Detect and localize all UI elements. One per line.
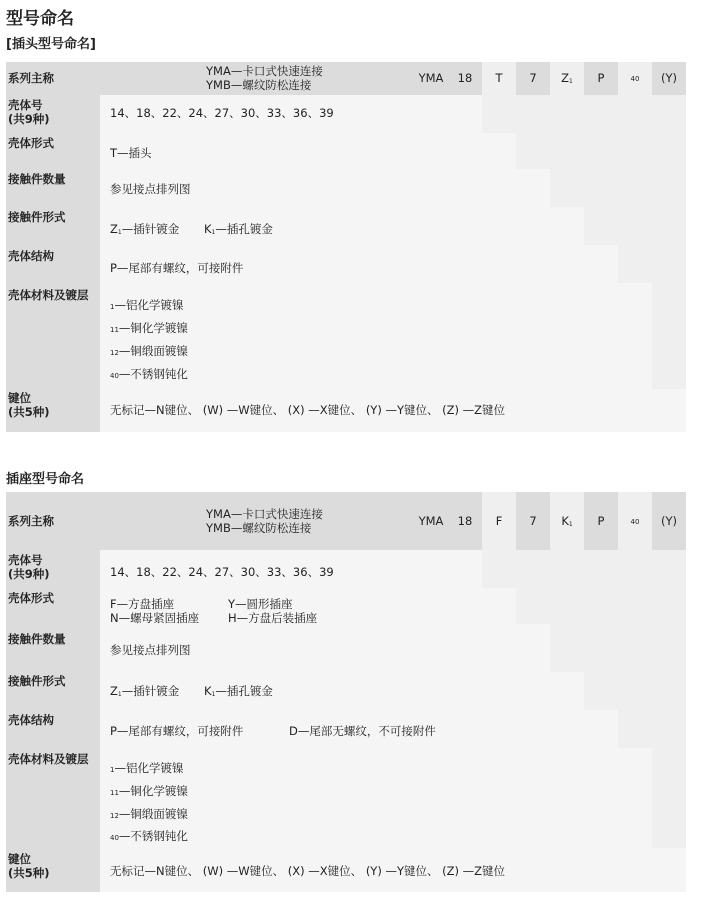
socket-structure-d: D—尾部无螺纹，不可接附件 — [289, 724, 436, 738]
plug-code-structure: P — [597, 71, 605, 85]
plug-code-material: 40 — [630, 75, 640, 83]
socket-key-value: 无标记—N键位、 (W) —W键位、 (X) —X键位、 (Y) —Y键位、 (Z) —Z键位 — [110, 864, 506, 878]
socket-shellno-label-2: (共9种) — [8, 567, 50, 581]
plug-shellform-label: 壳体形式 — [8, 136, 54, 150]
plug-shellform-value: T—插头 — [110, 146, 152, 160]
socket-section-title: 插座型号命名 — [6, 472, 85, 487]
socket-shellform-label: 壳体形式 — [8, 591, 54, 605]
socket-shellform-y: Y—圆形插座 — [228, 597, 293, 611]
socket-code-key: (Y) — [661, 514, 677, 528]
socket-series-label: 系列主称 — [8, 514, 54, 528]
socket-contactcount-value: 参见接点排列图 — [110, 643, 191, 657]
socket-code-material: 40 — [630, 518, 640, 526]
plug-contactcount-label: 接触件数量 — [8, 172, 66, 186]
plug-material-1: 1—铝化学镀镍 — [110, 298, 184, 312]
plug-code-series: YMA — [418, 71, 444, 85]
socket-contactform-label: 接触件形式 — [8, 674, 66, 688]
socket-code-contactform: K1 — [561, 514, 573, 528]
plug-structure-value: P—尾部有螺纹，可接附件 — [110, 261, 244, 275]
plug-key-label-2: (共5种) — [8, 405, 50, 419]
plug-table — [6, 62, 686, 432]
plug-material-12: 12—铜缎面镀镍 — [110, 344, 188, 358]
socket-structure-p: P—尾部有螺纹，可接附件 — [110, 724, 244, 738]
socket-shellno-label: 壳体号 — [8, 553, 43, 567]
plug-contactform-z: Z1—插针镀金 — [110, 222, 180, 236]
plug-material-label: 壳体材料及镀层 — [8, 288, 89, 302]
socket-code-shellno: 18 — [457, 514, 473, 528]
socket-contactform-k: K1—插孔镀金 — [204, 684, 273, 698]
plug-section-title: [插头型号命名] — [6, 37, 96, 52]
plug-contactform-k: K1—插孔镀金 — [204, 222, 273, 236]
plug-key-label: 键位 — [8, 391, 31, 405]
socket-code-series: YMA — [418, 514, 444, 528]
socket-series-line-2: YMB—螺纹防松连接 — [206, 521, 312, 535]
page-title: 型号命名 — [6, 9, 74, 29]
socket-material-11: 11—铜化学镀镍 — [110, 784, 188, 798]
socket-contactcount-label: 接触件数量 — [8, 632, 66, 646]
socket-shellform-f: F—方盘插座 — [110, 597, 175, 611]
socket-material-label: 壳体材料及镀层 — [8, 752, 89, 766]
socket-code-structure: P — [597, 514, 605, 528]
socket-shellno-values: 14、18、22、24、27、30、33、36、39 — [110, 565, 334, 579]
socket-key-label: 键位 — [8, 852, 31, 866]
plug-contactcount-value: 参见接点排列图 — [110, 182, 191, 196]
socket-key-label-2: (共5种) — [8, 866, 50, 880]
plug-code-shellform: T — [495, 71, 503, 85]
plug-code-key: (Y) — [661, 71, 677, 85]
plug-key-value: 无标记—N键位、 (W) —W键位、 (X) —X键位、 (Y) —Y键位、 (Z) —Z键位 — [110, 403, 506, 417]
socket-shellform-n: N—螺母紧固插座 — [110, 611, 200, 625]
plug-shellno-label: 壳体号 — [8, 98, 43, 112]
plug-series-label: 系列主称 — [8, 71, 54, 85]
socket-table — [6, 492, 686, 892]
socket-material-40: 40—不锈钢钝化 — [110, 829, 188, 843]
socket-contactform-z: Z1—插针镀金 — [110, 684, 180, 698]
plug-code-contactcount: 7 — [529, 71, 537, 85]
plug-material-11: 11—铜化学镀镍 — [110, 321, 188, 335]
socket-code-contactcount: 7 — [529, 514, 537, 528]
socket-material-1: 1—铝化学镀镍 — [110, 761, 184, 775]
plug-structure-label: 壳体结构 — [8, 249, 54, 263]
plug-shellno-values: 14、18、22、24、27、30、33、36、39 — [110, 106, 334, 120]
plug-series-line-2: YMB—螺纹防松连接 — [206, 78, 312, 92]
socket-material-12: 12—铜缎面镀镍 — [110, 807, 188, 821]
plug-series-line-1: YMA—卡口式快速连接 — [206, 64, 323, 78]
socket-code-shellform: F — [495, 514, 503, 528]
plug-panel-shellform — [100, 133, 516, 169]
plug-shellno-label-2: (共9种) — [8, 112, 50, 126]
plug-contactform-label: 接触件形式 — [8, 210, 66, 224]
plug-material-40: 40—不锈钢钝化 — [110, 367, 188, 381]
socket-shellform-h: H—方盘后装插座 — [228, 611, 318, 625]
socket-structure-label: 壳体结构 — [8, 713, 54, 727]
socket-series-line-1: YMA—卡口式快速连接 — [206, 507, 323, 521]
plug-code-shellno: 18 — [457, 71, 473, 85]
plug-code-contactform: Z1 — [561, 71, 573, 85]
